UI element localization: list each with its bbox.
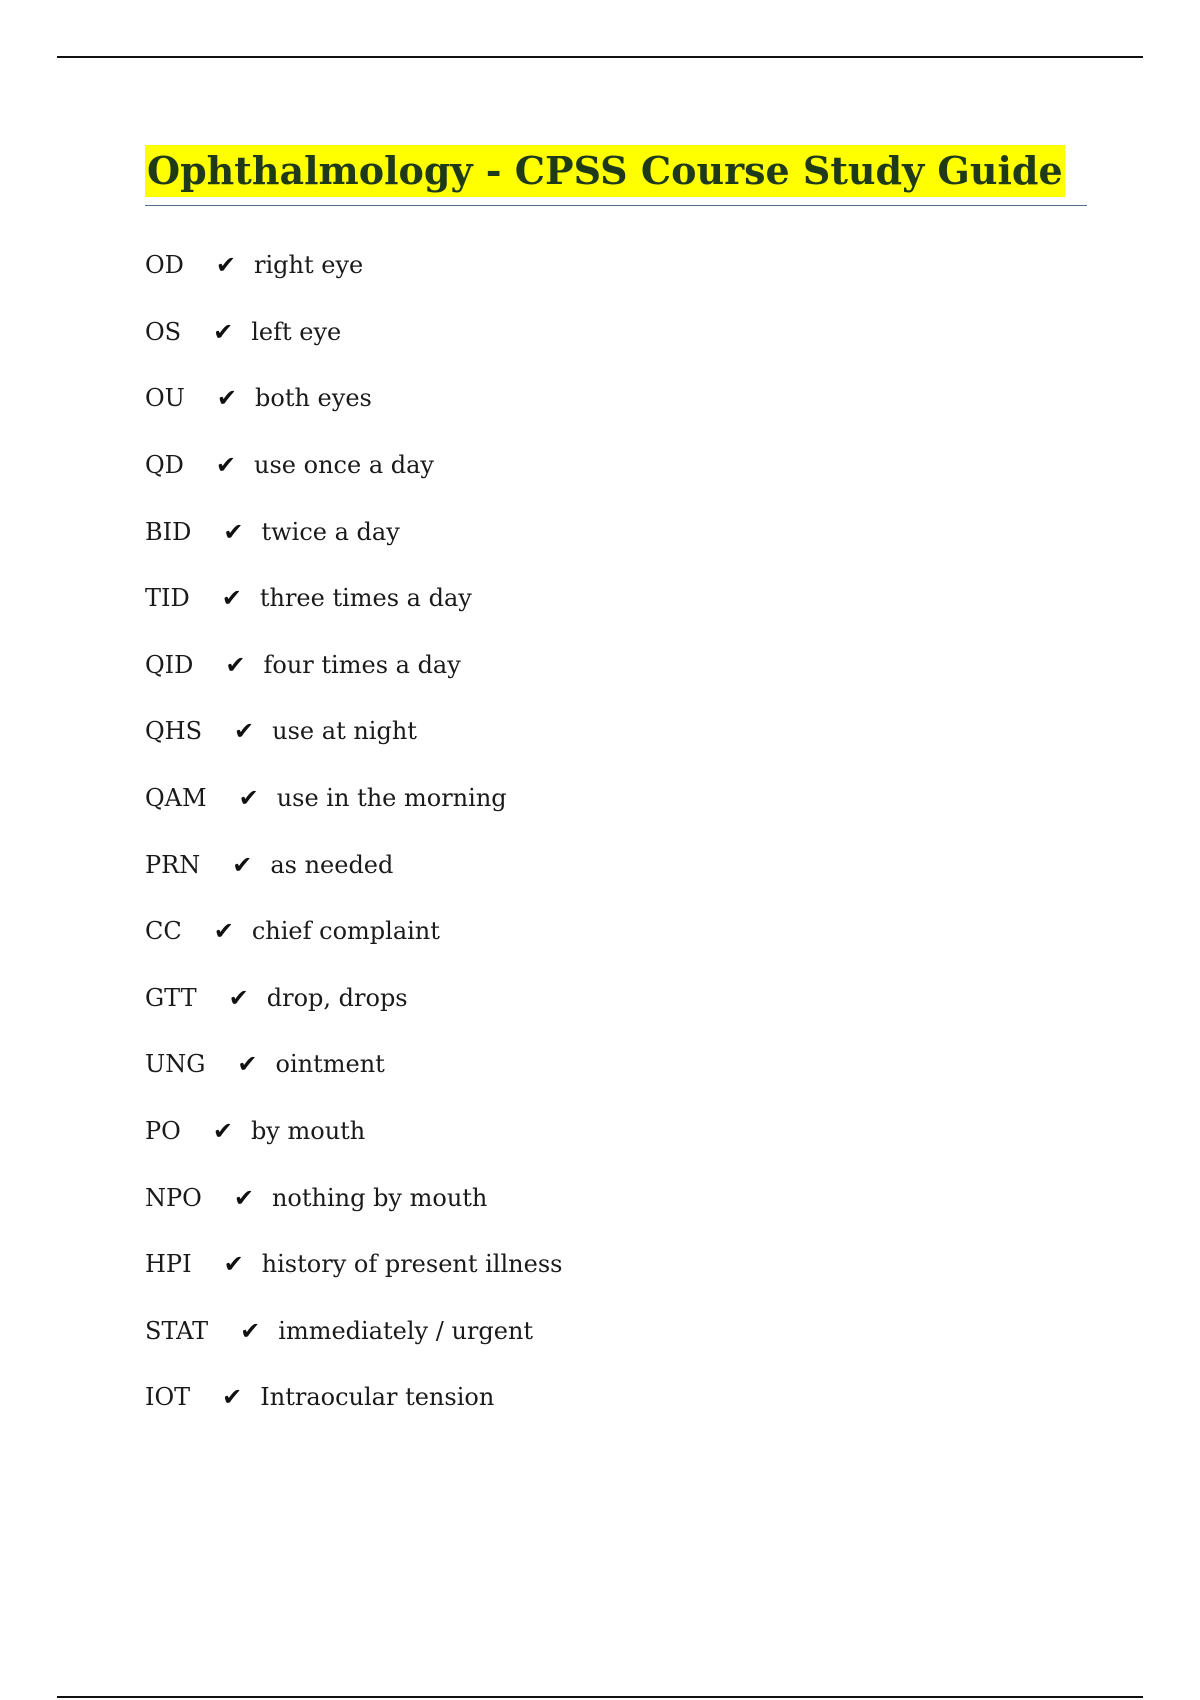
checkmark-icon: ✔ [240,1316,261,1345]
page-bottom-rule [57,1696,1143,1698]
checkmark-icon: ✔ [238,784,259,813]
term-abbreviation: QHS [145,717,203,746]
term-meaning: history of present illness [261,1250,563,1279]
term-meaning: twice a day [261,517,400,546]
term-abbreviation: IOT [145,1383,191,1412]
list-item [145,1298,562,1365]
term-abbreviation: STAT [145,1316,209,1345]
checkmark-icon: ✔ [228,983,249,1012]
checkmark-icon: ✔ [212,1117,233,1146]
term-abbreviation: PO [145,1117,181,1146]
list-item [145,1231,562,1298]
term-abbreviation: CC [145,917,182,946]
list-item [145,831,562,898]
term-meaning: use in the morning [276,784,507,813]
checkmark-icon: ✔ [234,717,255,746]
term-meaning: use at night [272,717,417,746]
term-meaning: both eyes [255,384,372,413]
list-item [145,898,562,965]
term-meaning: three times a day [259,584,472,613]
term-meaning: chief complaint [251,917,440,946]
checkmark-icon: ✔ [225,650,246,679]
checkmark-icon: ✔ [237,1050,258,1079]
term-abbreviation: GTT [145,983,197,1012]
term-meaning: left eye [251,317,342,346]
list-item [145,299,562,366]
term-meaning: right eye [254,251,364,280]
term-meaning: drop, drops [266,983,408,1012]
checkmark-icon: ✔ [232,850,253,879]
list-item [145,965,562,1032]
term-meaning: by mouth [250,1117,366,1146]
term-abbreviation: QID [145,650,194,679]
checkmark-icon: ✔ [223,1250,244,1279]
term-meaning: four times a day [263,650,461,679]
term-abbreviation: HPI [145,1250,192,1279]
term-abbreviation: NPO [145,1183,202,1212]
checkmark-icon: ✔ [215,251,237,280]
list-item [145,1364,562,1431]
checkmark-icon: ✔ [215,451,237,480]
list-item [145,1031,562,1098]
list-item [145,698,562,765]
list-item [145,565,562,632]
term-abbreviation: BID [145,517,192,546]
checkmark-icon: ✔ [223,517,244,546]
page-top-rule [57,56,1143,58]
list-item [145,432,562,499]
term-meaning: ointment [275,1050,385,1079]
checkmark-icon: ✔ [221,584,242,613]
list-item [145,498,562,565]
term-abbreviation: UNG [145,1050,206,1079]
term-abbreviation: QAM [145,784,207,813]
term-abbreviation: TID [145,584,190,613]
checkmark-icon: ✔ [233,1183,254,1212]
term-meaning: Intraocular tension [260,1383,495,1412]
term-abbreviation: OU [145,384,185,413]
list-item [145,365,562,432]
list-item [145,1098,562,1165]
term-abbreviation: OS [145,317,182,346]
term-abbreviation: OD [145,251,184,280]
list-item [145,765,562,832]
term-abbreviation: PRN [145,850,201,879]
term-abbreviation: QD [145,451,184,480]
title-block [145,145,1087,206]
checkmark-icon: ✔ [216,384,238,413]
checkmark-icon: ✔ [222,1383,243,1412]
term-meaning: immediately / urgent [278,1316,534,1345]
checkmark-icon: ✔ [213,917,234,946]
abbreviation-list [145,232,562,1431]
list-item [145,1164,562,1231]
list-item [145,632,562,699]
list-item [145,232,562,299]
term-meaning: nothing by mouth [271,1183,488,1212]
term-meaning: as needed [270,850,394,879]
document-title: Ophthalmology - CPSS Course Study Guide [145,145,1065,197]
term-meaning: use once a day [254,451,434,480]
checkmark-icon: ✔ [213,317,234,346]
